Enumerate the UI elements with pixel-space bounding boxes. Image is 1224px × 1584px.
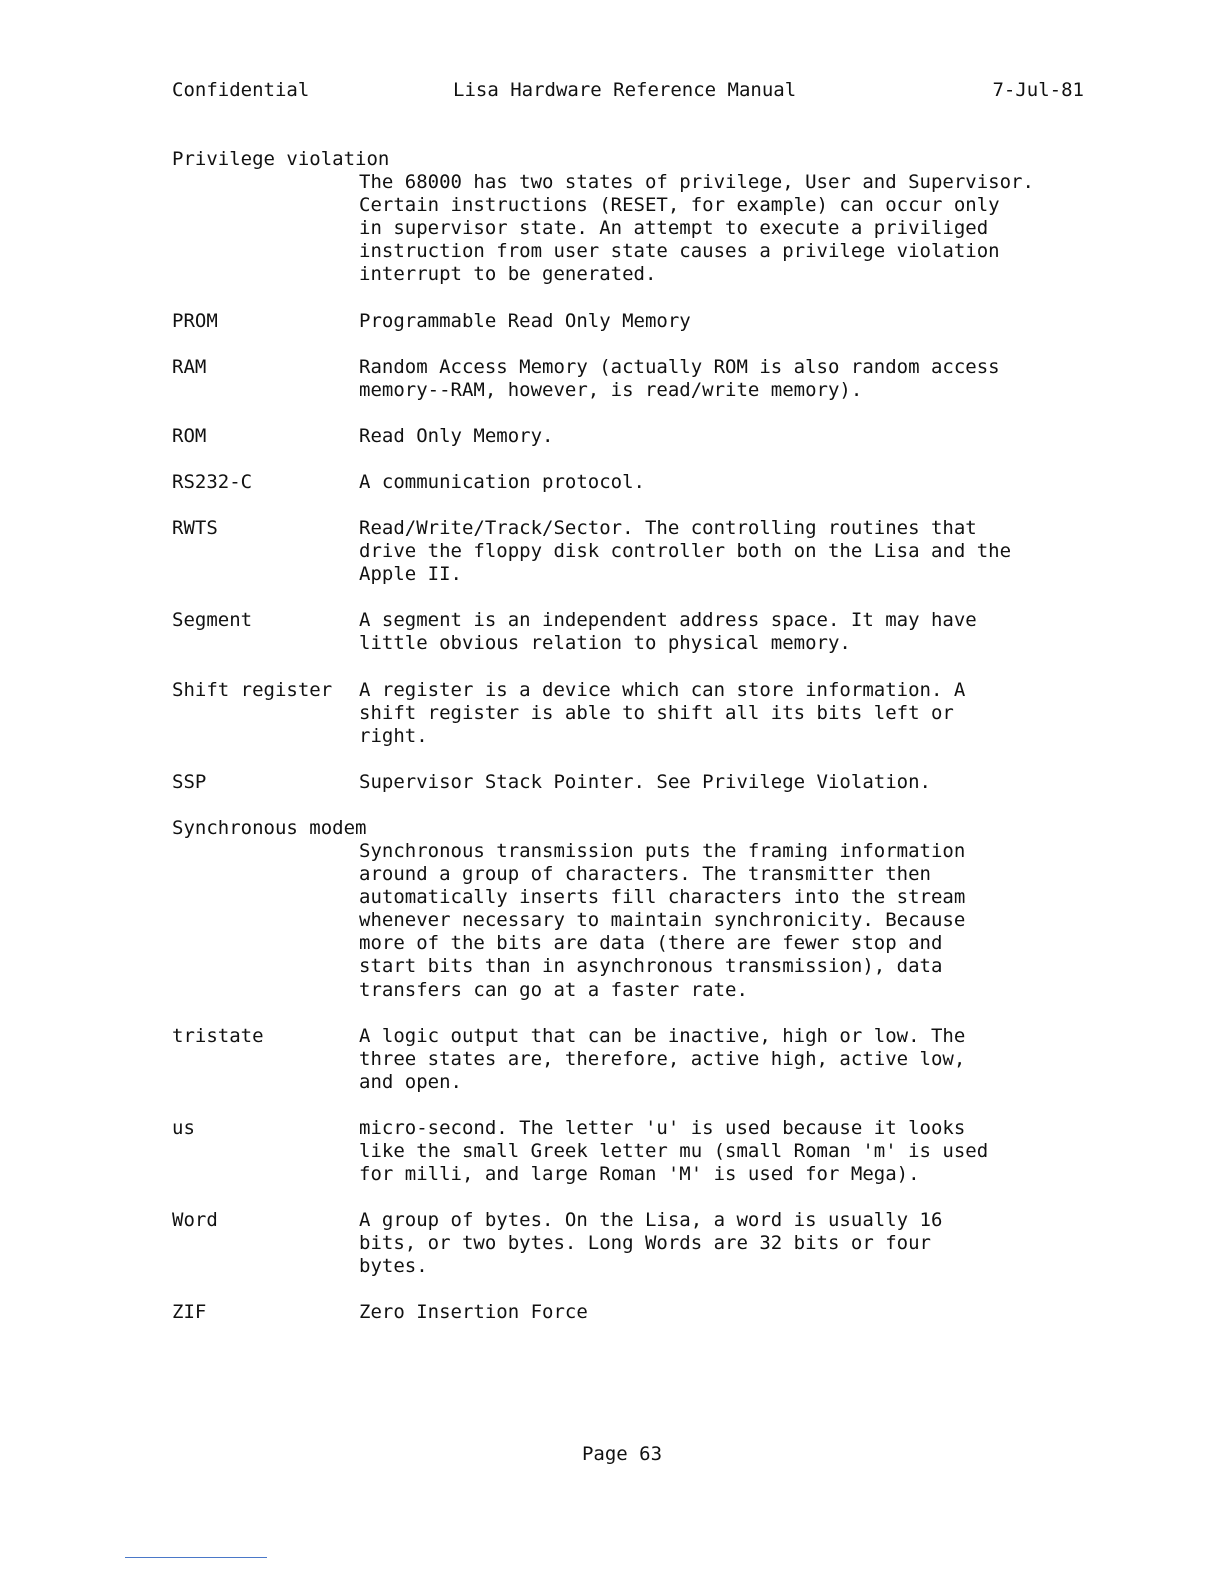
- glossary-entry: [172, 1301, 1072, 1324]
- glossary-entry: [172, 817, 1072, 1002]
- glossary-entry: [172, 1117, 1072, 1186]
- glossary-term: RWTS: [172, 517, 218, 540]
- glossary-term: ROM: [172, 424, 207, 447]
- header-title: Lisa Hardware Reference Manual: [453, 79, 797, 101]
- glossary-entry: [172, 471, 1072, 494]
- glossary-term: Word: [172, 1209, 218, 1232]
- glossary-definition: Synchronous transmission puts the framing information around a group of characters. The transmitter then automatically inserts fill characters into the stream whenever necessary to maintain synchronicity. Because more of the bits are data (there are fewer stop and start bits than in asynchronous transmission), data transfers can go at a faster rate.: [359, 839, 966, 1001]
- glossary-term: SSP: [172, 770, 207, 793]
- glossary-definition: micro-second. The letter 'u' is used because it looks like the small Greek letter mu (small Roman 'm' is used for milli, and large Roman 'M' is used for Mega).: [359, 1116, 989, 1186]
- header-date: 7-Jul-81: [992, 79, 1084, 101]
- glossary-definition: Zero Insertion Force: [359, 1301, 588, 1324]
- glossary-entry: [172, 1209, 1072, 1278]
- glossary-list: [172, 148, 1072, 1348]
- glossary-definition: A register is a device which can store information. A shift register is able to shift all its bits left or right.: [359, 678, 966, 747]
- glossary-term: RS232-C: [172, 470, 253, 493]
- glossary-term: ZIF: [172, 1301, 207, 1324]
- glossary-term: Shift register: [172, 678, 333, 701]
- glossary-definition: A communication protocol.: [359, 470, 645, 493]
- glossary-definition: A group of bytes. On the Lisa, a word is usually 16 bits, or two bytes. Long Words are 32 bits or four bytes.: [359, 1209, 943, 1278]
- glossary-entry: [172, 356, 1072, 402]
- glossary-entry: [172, 1025, 1072, 1094]
- glossary-definition: The 68000 has two states of privilege, User and Supervisor. Certain instructions (RESET, for example) can occur only in supervisor state. An attempt to execute a priviliged instruction from user state causes a privilege violation interrupt to be generated.: [359, 171, 1034, 286]
- glossary-term: PROM: [172, 309, 218, 332]
- glossary-entry: [172, 310, 1072, 333]
- glossary-term: tristate: [172, 1024, 264, 1047]
- glossary-definition: Supervisor Stack Pointer. See Privilege Violation.: [359, 770, 931, 793]
- glossary-entry: [172, 609, 1072, 655]
- glossary-entry: [172, 425, 1072, 448]
- glossary-entry: [172, 679, 1072, 748]
- header-confidential: Confidential: [172, 79, 310, 101]
- glossary-entry: [172, 148, 1072, 287]
- glossary-definition: Programmable Read Only Memory: [359, 309, 691, 332]
- glossary-entry: [172, 771, 1072, 794]
- scan-artifact-line: [125, 1557, 267, 1558]
- page-number: Page 63: [581, 1443, 663, 1465]
- glossary-term: Segment: [172, 609, 253, 632]
- glossary-term: Synchronous modem: [172, 816, 367, 839]
- glossary-term: us: [172, 1116, 195, 1139]
- page-header: [172, 79, 1084, 103]
- glossary-definition: A segment is an independent address space. It may have little obvious relation to physical memory.: [359, 609, 977, 655]
- glossary-definition: Read Only Memory.: [359, 424, 554, 447]
- glossary-entry: [172, 517, 1072, 586]
- glossary-definition: Random Access Memory (actually ROM is also random access memory--RAM, however, is read/write memory).: [359, 355, 1000, 401]
- glossary-term: RAM: [172, 355, 207, 378]
- glossary-definition: Read/Write/Track/Sector. The controlling routines that drive the floppy disk controller both on the Lisa and the Apple II.: [359, 517, 1012, 586]
- glossary-term: Privilege violation: [172, 148, 390, 170]
- glossary-definition: A logic output that can be inactive, high or low. The three states are, therefore, active high, active low, and open.: [359, 1024, 966, 1093]
